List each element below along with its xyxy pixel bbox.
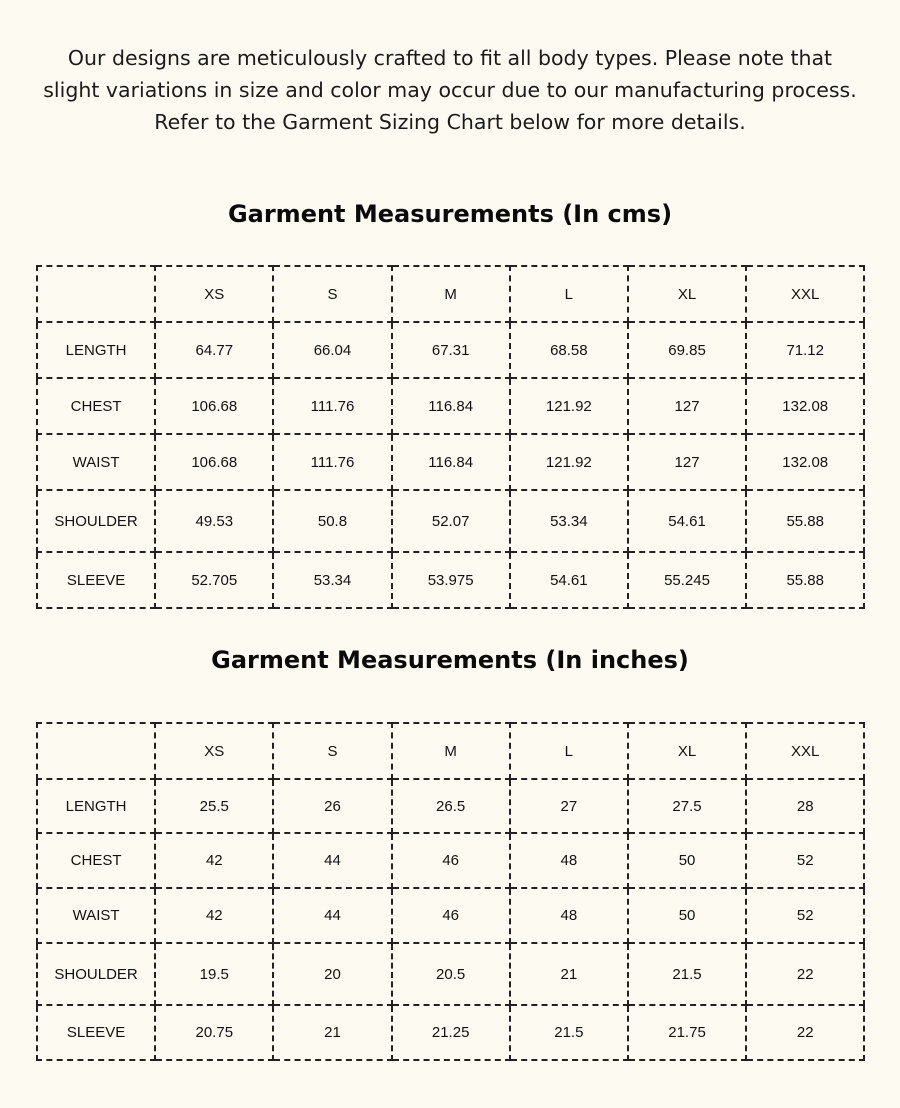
size-header: S <box>273 266 391 322</box>
measurement-cell: 21.5 <box>510 1005 628 1060</box>
table-title-inches: Garment Measurements (In inches) <box>211 646 689 674</box>
measurement-cell: 42 <box>155 888 273 943</box>
row-label: WAIST <box>37 434 155 490</box>
measurement-cell: 50.8 <box>273 490 391 552</box>
measurement-cell: 50 <box>628 833 746 888</box>
table-row <box>37 943 864 1005</box>
measurement-cell: 21 <box>273 1005 391 1060</box>
measurement-cell: 21.25 <box>392 1005 510 1060</box>
measurement-cell: 46 <box>392 833 510 888</box>
measurement-cell: 127 <box>628 378 746 434</box>
measurement-cell: 22 <box>746 943 864 1005</box>
measurement-cell: 53.34 <box>273 552 391 608</box>
size-header: L <box>510 723 628 779</box>
measurement-cell: 28 <box>746 779 864 833</box>
measurement-cell: 54.61 <box>510 552 628 608</box>
measurement-cell: 71.12 <box>746 322 864 378</box>
measurement-cell: 44 <box>273 833 391 888</box>
size-header: S <box>273 723 391 779</box>
table-row <box>37 490 864 552</box>
measurements-table-inches <box>36 722 865 1061</box>
measurement-cell: 121.92 <box>510 434 628 490</box>
measurement-cell: 49.53 <box>155 490 273 552</box>
measurement-cell: 26.5 <box>392 779 510 833</box>
table-row <box>37 1005 864 1060</box>
measurement-cell: 121.92 <box>510 378 628 434</box>
measurement-cell: 64.77 <box>155 322 273 378</box>
measurement-cell: 106.68 <box>155 434 273 490</box>
measurement-cell: 69.85 <box>628 322 746 378</box>
row-label: SHOULDER <box>37 943 155 1005</box>
size-header: XL <box>628 266 746 322</box>
measurements-table-cm <box>36 265 865 609</box>
measurement-cell: 46 <box>392 888 510 943</box>
measurement-cell: 55.88 <box>746 490 864 552</box>
measurement-cell: 48 <box>510 888 628 943</box>
corner-cell <box>37 723 155 779</box>
measurement-cell: 21.75 <box>628 1005 746 1060</box>
measurement-cell: 132.08 <box>746 378 864 434</box>
table-title-cm: Garment Measurements (In cms) <box>227 200 673 228</box>
table-row <box>37 434 864 490</box>
measurement-cell: 21 <box>510 943 628 1005</box>
table-row <box>37 322 864 378</box>
measurement-cell: 116.84 <box>392 378 510 434</box>
table-row <box>37 552 864 608</box>
size-header: XXL <box>746 723 864 779</box>
measurement-cell: 106.68 <box>155 378 273 434</box>
measurement-cell: 132.08 <box>746 434 864 490</box>
measurement-cell: 44 <box>273 888 391 943</box>
row-label: CHEST <box>37 833 155 888</box>
size-header: XS <box>155 266 273 322</box>
measurement-cell: 42 <box>155 833 273 888</box>
measurement-cell: 53.975 <box>392 552 510 608</box>
measurement-cell: 55.88 <box>746 552 864 608</box>
table-row <box>37 378 864 434</box>
row-label: SLEEVE <box>37 1005 155 1060</box>
size-header: M <box>392 266 510 322</box>
size-header: XS <box>155 723 273 779</box>
corner-cell <box>37 266 155 322</box>
size-header: L <box>510 266 628 322</box>
measurement-cell: 54.61 <box>628 490 746 552</box>
measurement-cell: 55.245 <box>628 552 746 608</box>
intro-text: Our designs are meticulously crafted to fit all body types. Please note that slight variations in size and color may occur due to our manufacturing process. Refer to the Garment Sizing Chart below for more details. <box>43 46 857 134</box>
table-row <box>37 833 864 888</box>
measurement-cell: 20.5 <box>392 943 510 1005</box>
measurement-cell: 25.5 <box>155 779 273 833</box>
measurement-cell: 116.84 <box>392 434 510 490</box>
size-header: XL <box>628 723 746 779</box>
row-label: LENGTH <box>37 779 155 833</box>
measurement-cell: 19.5 <box>155 943 273 1005</box>
table-row <box>37 888 864 943</box>
measurement-cell: 52.07 <box>392 490 510 552</box>
measurement-cell: 111.76 <box>273 434 391 490</box>
row-label: LENGTH <box>37 322 155 378</box>
measurement-cell: 52 <box>746 833 864 888</box>
measurement-cell: 27 <box>510 779 628 833</box>
measurement-cell: 48 <box>510 833 628 888</box>
measurement-cell: 66.04 <box>273 322 391 378</box>
row-label: CHEST <box>37 378 155 434</box>
measurement-cell: 111.76 <box>273 378 391 434</box>
measurement-cell: 26 <box>273 779 391 833</box>
measurement-cell: 22 <box>746 1005 864 1060</box>
size-header: XXL <box>746 266 864 322</box>
row-label: SLEEVE <box>37 552 155 608</box>
size-header: M <box>392 723 510 779</box>
row-label: WAIST <box>37 888 155 943</box>
measurement-cell: 20 <box>273 943 391 1005</box>
table-row <box>37 779 864 833</box>
measurement-cell: 27.5 <box>628 779 746 833</box>
measurement-cell: 21.5 <box>628 943 746 1005</box>
measurement-cell: 53.34 <box>510 490 628 552</box>
measurement-cell: 20.75 <box>155 1005 273 1060</box>
measurement-cell: 68.58 <box>510 322 628 378</box>
measurement-cell: 67.31 <box>392 322 510 378</box>
measurement-cell: 50 <box>628 888 746 943</box>
measurement-cell: 52.705 <box>155 552 273 608</box>
measurement-cell: 127 <box>628 434 746 490</box>
header-row <box>37 266 864 322</box>
row-label: SHOULDER <box>37 490 155 552</box>
measurement-cell: 52 <box>746 888 864 943</box>
header-row <box>37 723 864 779</box>
